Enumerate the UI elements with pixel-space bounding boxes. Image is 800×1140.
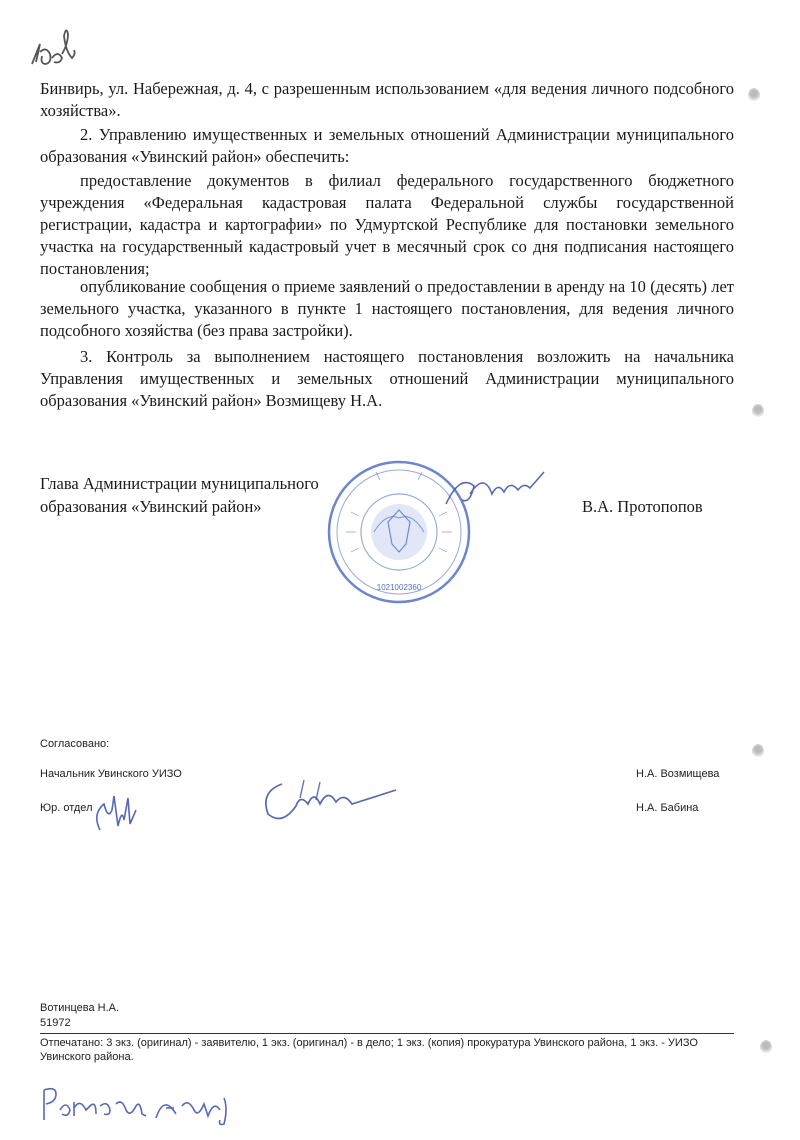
bottom-handwriting-signature xyxy=(38,1080,248,1130)
footer-divider xyxy=(40,1033,734,1034)
approver1-role: Начальник Увинского УИЗО xyxy=(40,768,182,780)
paragraph-item-3: 3. Контроль за выполнением настоящего постановления возложить на начальника Управления имущественных и земельных отношений Администрации муниципального образования «Увинский район» Возмищеву Н.А. xyxy=(40,347,734,410)
paragraph-publish-notice: опубликование сообщения о приеме заявлений о предоставлении в аренду на 10 (десять) лет земельного участка, указанного в пункте 1 настоящего постановления, для ведения личного подсобного хозяйства (без права застройки). xyxy=(40,277,734,340)
head-title-line1: Глава Администрации муниципального xyxy=(40,474,319,493)
paragraph-top: Бинвирь, ул. Набережная, д. 4, с разрешенным использованием «для ведения личного подсобного хозяйства». xyxy=(40,79,734,120)
executor-name: Вотинцева Н.А. xyxy=(40,1002,120,1014)
scan-mark xyxy=(752,404,764,418)
stamp-number: 1021002360 xyxy=(376,583,422,592)
scan-mark xyxy=(760,1040,772,1054)
head-title-line2: образования «Увинский район» xyxy=(40,497,262,516)
approver2-name: Н.А. Бабина xyxy=(636,802,699,814)
head-name: В.А. Протопопов xyxy=(582,497,703,516)
approver2-role: Юр. отдел xyxy=(40,802,93,814)
approver1-name: Н.А. Возмищева xyxy=(636,768,720,780)
executor-phone: 51972 xyxy=(40,1017,71,1029)
approver1-signature xyxy=(256,770,406,828)
head-signature xyxy=(440,464,550,514)
print-note: Отпечатано: 3 экз. (оригинал) - заявителю, 1 экз. (оригинал) - в дело; 1 экз. (копия) прокуратура Увинского района, 1 экз. - УИЗО Увинского района. xyxy=(40,1037,698,1063)
paragraph-item-2: 2. Управлению имущественных и земельных отношений Администрации муниципального образования «Увинский район» обеспечить: xyxy=(40,125,734,166)
paragraph-provide-documents: предоставление документов в филиал федерального государственного бюджетного учреждения «Федеральная кадастровая палата Федеральной службы государственной регистрации, кадастра и картографии» по Удмуртской Республике для постановки земельного участка на государственный кадастровый учет в месячный срок со дня подписания настоящего постановления; xyxy=(40,171,734,278)
scan-mark xyxy=(752,744,764,758)
approver2-signature xyxy=(90,790,140,838)
agreed-label: Согласовано: xyxy=(40,738,110,750)
corner-handwritten-mark xyxy=(26,14,86,74)
scan-mark xyxy=(748,88,760,102)
